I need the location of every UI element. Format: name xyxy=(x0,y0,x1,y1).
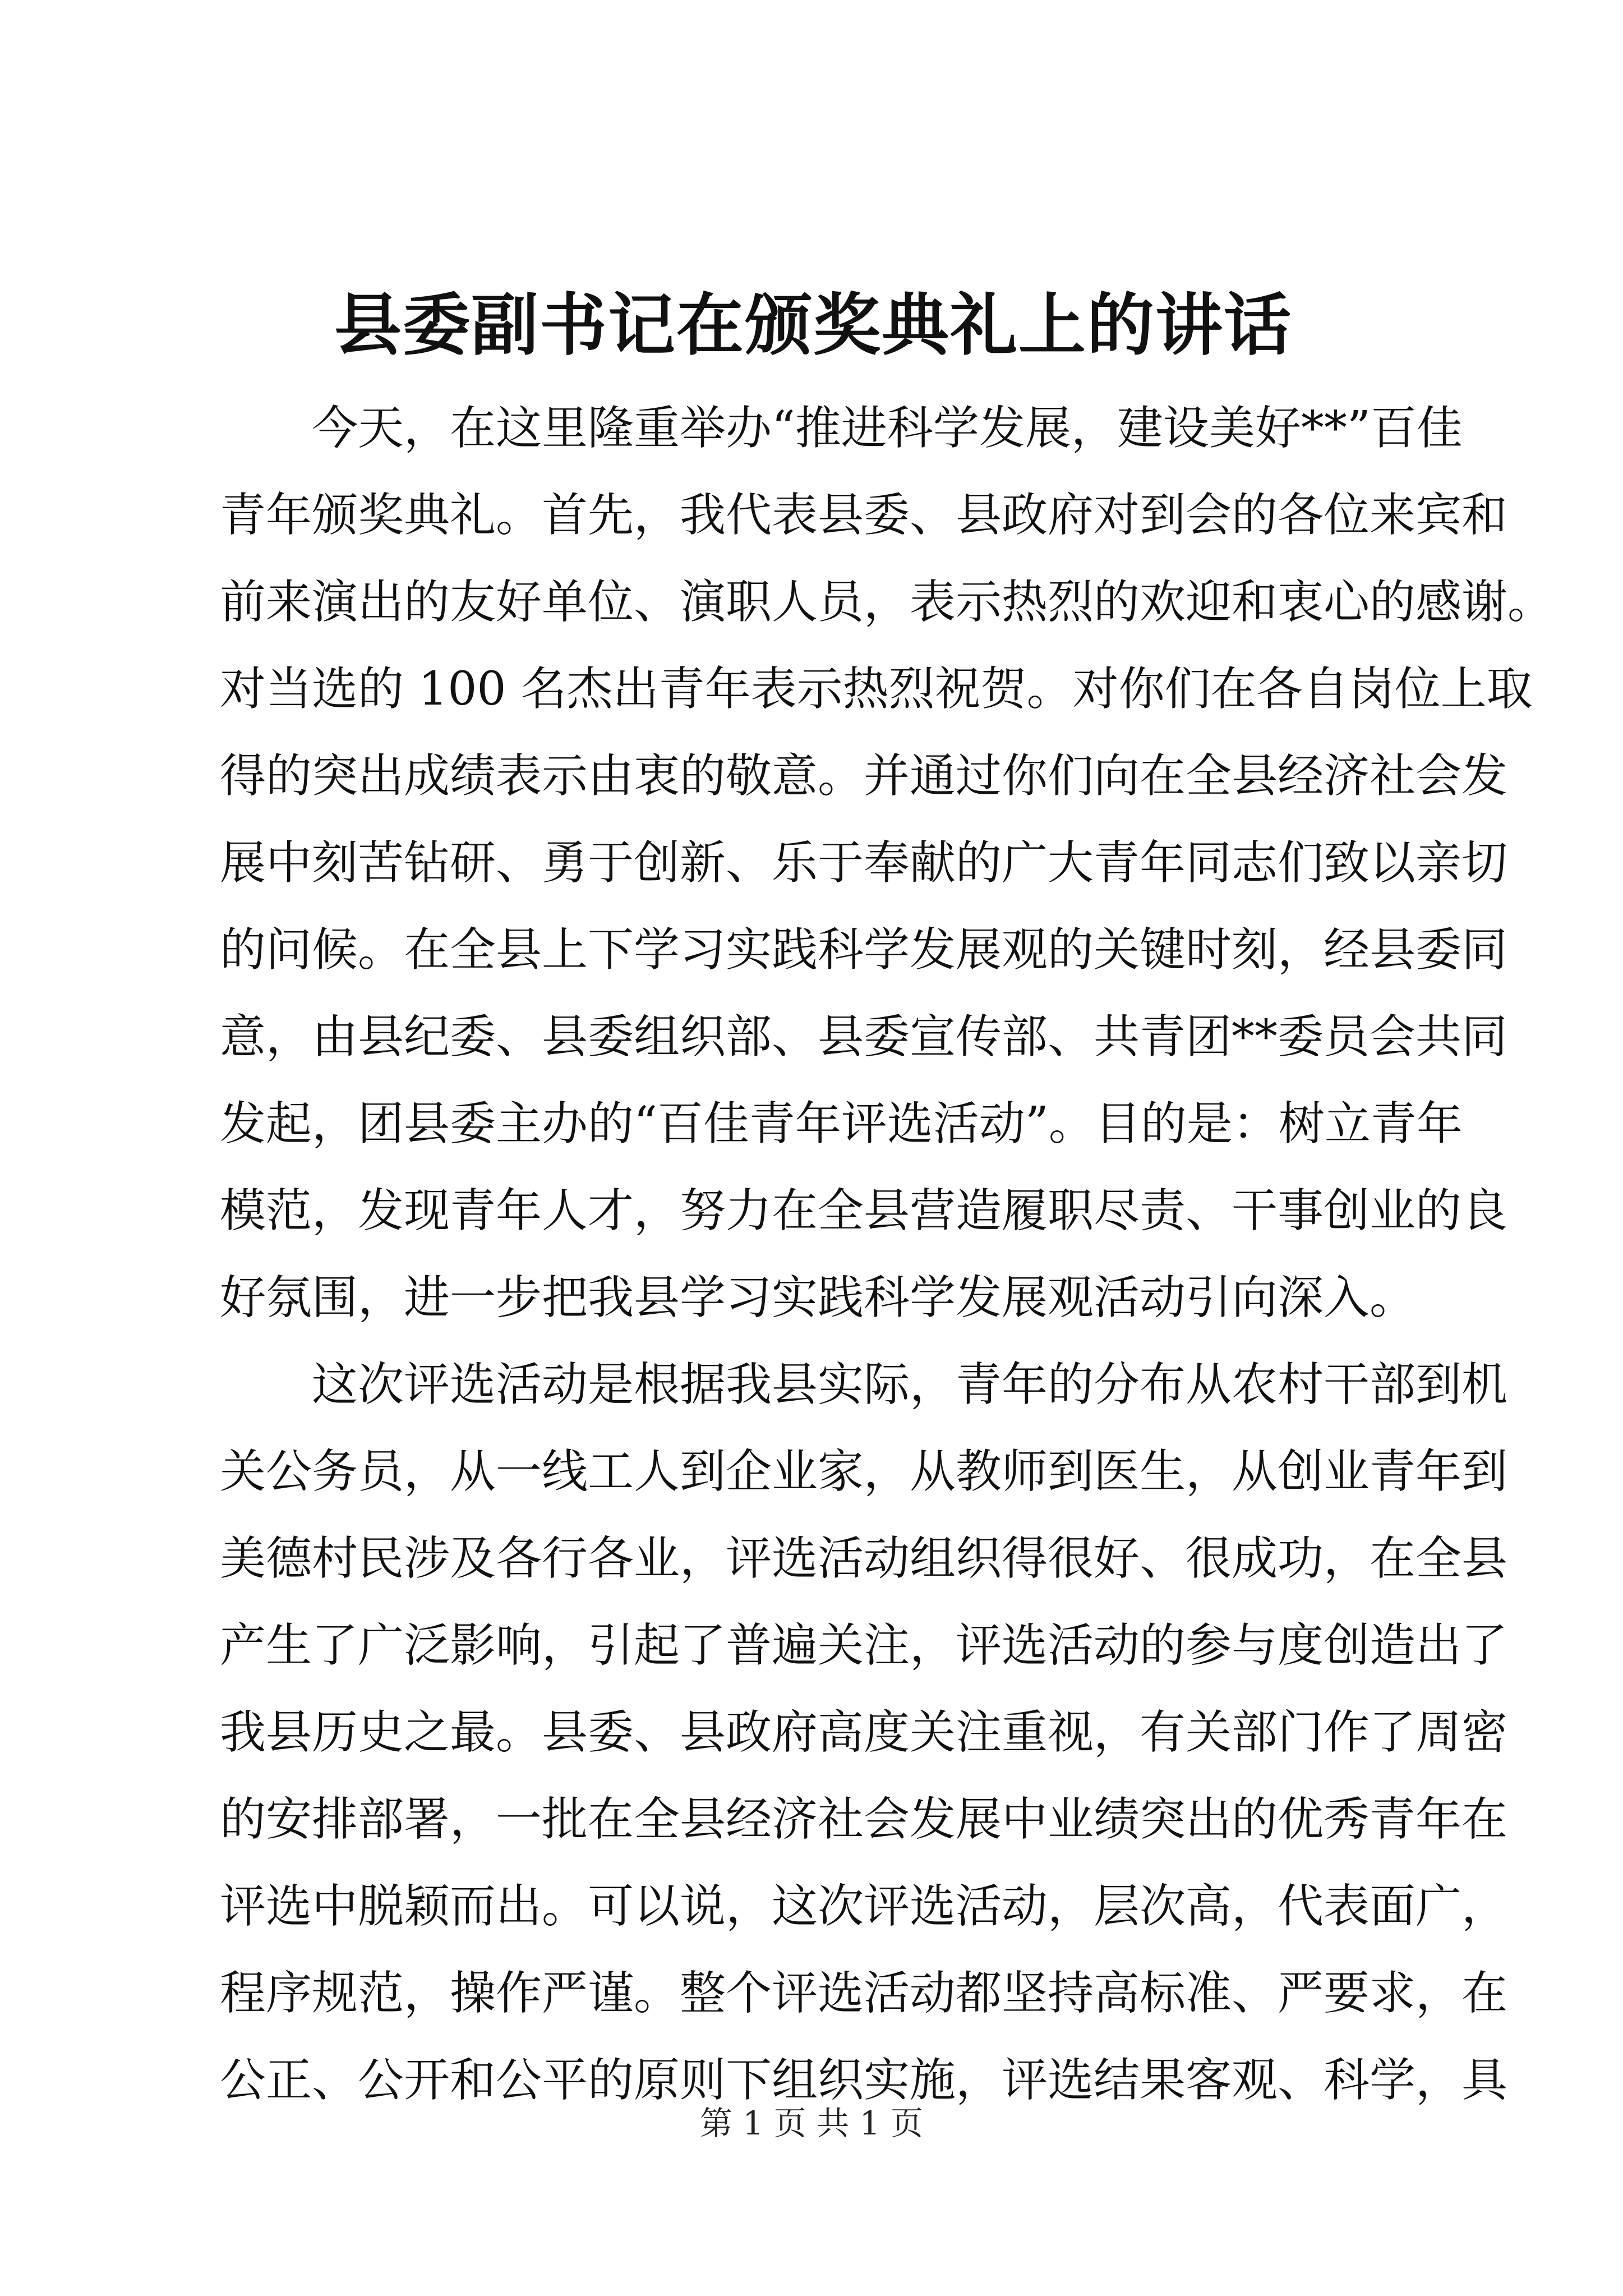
paragraph-1 xyxy=(220,385,1554,1341)
text-line: 关公务员，从一线工人到企业家，从教师到医生，从创业青年到 xyxy=(220,1445,1508,1498)
text-line: 公正、公开和公平的原则下组织实施，评选结果客观、科学，具 xyxy=(220,2054,1508,2107)
text-line: 产生了广泛影响，引起了普遍关注，评选活动的参与度创造出了 xyxy=(220,1619,1508,1672)
text-line: 的问候。在全县上下学习实践科学发展观的关键时刻，经县委同 xyxy=(220,923,1508,977)
text-line: 发起，团县委主办的“百佳青年评选活动”。目的是：树立青年 xyxy=(220,1097,1463,1151)
text-line: 程序规范，操作严谨。整个评选活动都坚持高标准、严要求，在 xyxy=(220,1967,1508,2020)
document-title: 县委副书记在颁奖典礼上的讲话 xyxy=(334,286,1292,365)
text-line: 我县历史之最。县委、县政府高度关注重视，有关部门作了周密 xyxy=(220,1706,1508,1759)
text-line: 意，由县纪委、县委组织部、县委宣传部、共青团**委员会共同 xyxy=(220,1010,1508,1064)
text-line: 模范，发现青年人才，努力在全县营造履职尽责、干事创业的良 xyxy=(220,1184,1508,1237)
text-line: 美德村民涉及各行各业，评选活动组织得很好、很成功，在全县 xyxy=(220,1532,1508,1585)
paragraph-2 xyxy=(220,1341,1508,2124)
text-line: 这次评选活动是根据我县实际，青年的分布从农村干部到机 xyxy=(312,1358,1508,1411)
text-line: 今天，在这里隆重举办“推进科学发展，建设美好**”百佳 xyxy=(312,402,1463,455)
text-line: 展中刻苦钻研、勇于创新、乐于奉献的广大青年同志们致以亲切 xyxy=(220,836,1508,890)
text-line: 前来演出的友好单位、演职人员，表示热烈的欢迎和衷心的感谢。 xyxy=(220,576,1554,629)
text-line: 对当选的 100 名杰出青年表示热烈祝贺。对你们在各自岗位上取 xyxy=(220,662,1533,716)
text-line: 的安排部署，一批在全县经济社会发展中业绩突出的优秀青年在 xyxy=(220,1793,1508,1846)
page-footer: 第 1 页 共 1 页 xyxy=(700,2104,923,2142)
text-line: 评选中脱颖而出。可以说，这次评选活动，层次高，代表面广， xyxy=(220,1880,1508,1933)
text-line: 得的突出成绩表示由衷的敬意。并通过你们向在全县经济社会发 xyxy=(220,749,1508,803)
text-line: 青年颁奖典礼。首先，我代表县委、县政府对到会的各位来宾和 xyxy=(220,489,1508,542)
text-line: 好氛围，进一步把我县学习实践科学发展观活动引向深入。 xyxy=(220,1271,1416,1324)
document-body xyxy=(220,385,1554,2124)
